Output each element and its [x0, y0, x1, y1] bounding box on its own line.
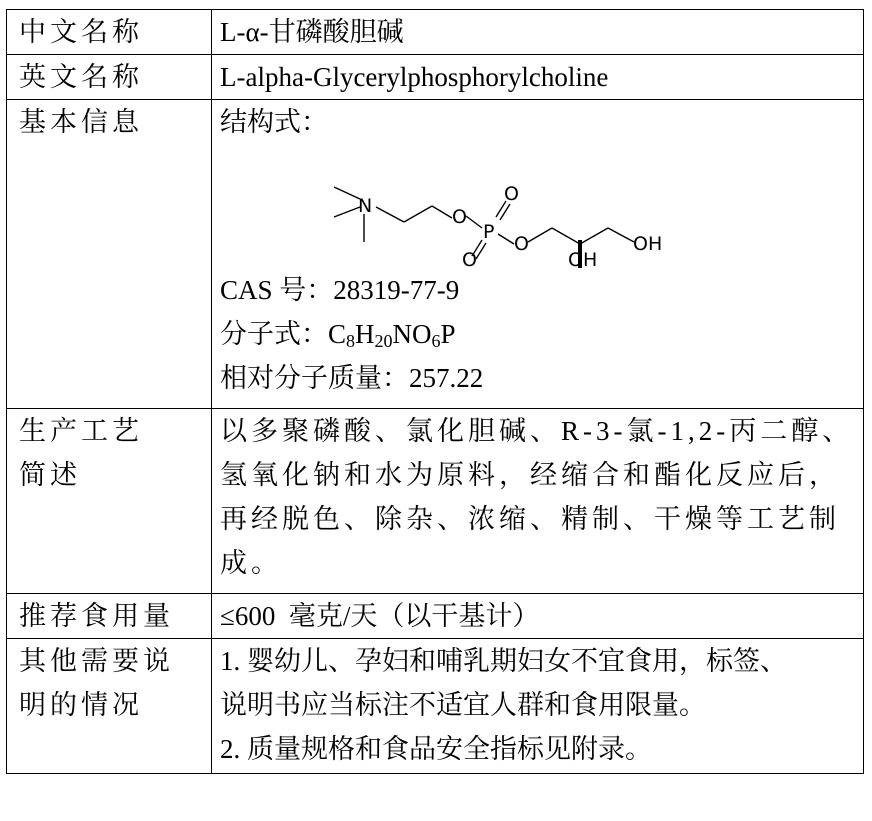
cas-number: CAS 号：28319-77-9	[220, 275, 460, 305]
formula-no: NO	[392, 319, 432, 349]
process-description	[212, 409, 864, 594]
bond-c4-c5	[580, 228, 608, 244]
atom-n: N	[358, 195, 373, 217]
formula-h: H	[355, 319, 375, 349]
other-line-2: 说明书应当标注不适宜人群和食用限量。	[220, 690, 706, 720]
formula-prefix: 分子式：	[220, 319, 328, 349]
basic-info-value-cell	[212, 100, 864, 409]
english-name-label	[7, 55, 212, 100]
row-chinese-name	[7, 10, 864, 55]
molecular-formula	[220, 312, 855, 356]
chinese-name-value: L-α-甘磷酸胆碱	[220, 17, 404, 47]
chinese-name-label	[7, 10, 212, 55]
atom-o-double-top: O	[504, 183, 519, 205]
formula-c-count: 8	[346, 331, 356, 351]
atom-o-ester-1: O	[452, 206, 467, 228]
atom-oh-bottom: OH	[568, 249, 598, 268]
english-name-value-cell	[212, 55, 864, 100]
bond-p-otop-2	[500, 204, 510, 220]
english-name-value: L-alpha-Glycerylphosphorylcholine	[220, 62, 609, 92]
atom-o-double-bottom: O	[462, 249, 477, 268]
english-name-label-text: 英文名称	[19, 62, 143, 92]
bond-p-o2	[498, 234, 514, 244]
chinese-name-value-cell	[212, 10, 864, 55]
process-line-3: 再经脱色、除杂、浓缩、精制、干燥等工艺制	[220, 504, 840, 534]
bond-methyl-2	[334, 207, 360, 217]
row-process	[7, 409, 864, 594]
bond-c5-oh	[608, 228, 634, 242]
process-label-line-2: 简述	[19, 460, 81, 490]
bond-methyl-1	[334, 187, 360, 199]
molecular-weight: 相对分子质量：257.22	[220, 363, 484, 393]
ingredient-spec-table	[6, 9, 864, 774]
formula-o-count: 6	[431, 331, 441, 351]
atom-oh-top: OH	[633, 233, 663, 255]
formula-h-count: 20	[374, 331, 393, 351]
row-dosage	[7, 594, 864, 639]
other-notes	[212, 639, 864, 774]
structural-formula	[320, 144, 720, 268]
row-basic-info	[7, 100, 864, 409]
dosage-value: ≤600 毫克/天（以干基计）	[220, 601, 540, 631]
process-line-1: 以多聚磷酸、氯化胆碱、R-3-氯-1,2-丙二醇、	[220, 416, 854, 446]
other-label-line-2: 明的情况	[19, 690, 143, 720]
other-label	[7, 639, 212, 774]
basic-info-label	[7, 100, 212, 409]
structure-label: 结构式：	[220, 107, 328, 137]
other-line-3: 2. 质量规格和食品安全指标见附录。	[220, 734, 652, 764]
atom-p: P	[483, 221, 495, 243]
dosage-label	[7, 594, 212, 639]
bond-o-p	[466, 216, 482, 228]
bond-n-c1	[376, 207, 404, 222]
atom-o-ester-2: O	[514, 233, 529, 255]
bond-c2-o	[432, 206, 452, 218]
formula-p: P	[440, 319, 456, 349]
structural-formula-svg	[320, 144, 720, 268]
dosage-value-cell	[212, 594, 864, 639]
bond-o2-c3	[528, 228, 552, 242]
process-label-line-1: 生产工艺	[19, 416, 143, 446]
row-other	[7, 639, 864, 774]
bond-c1-c2	[404, 206, 432, 222]
bond-c3-c4	[552, 228, 580, 244]
other-label-line-1: 其他需要说	[19, 646, 174, 676]
process-line-2: 氢氧化钠和水为原料，经缩合和酯化反应后，	[220, 460, 840, 490]
dosage-label-text: 推荐食用量	[19, 601, 174, 631]
formula-c: C	[328, 319, 347, 349]
process-label	[7, 409, 212, 594]
chinese-name-label-text: 中文名称	[19, 17, 143, 47]
basic-info-label-text: 基本信息	[19, 107, 143, 137]
row-english-name	[7, 55, 864, 100]
bond-p-obot-2	[476, 243, 486, 259]
process-line-4: 成。	[220, 548, 282, 578]
other-line-1: 1. 婴幼儿、孕妇和哺乳期妇女不宜食用，标签、	[220, 646, 787, 676]
